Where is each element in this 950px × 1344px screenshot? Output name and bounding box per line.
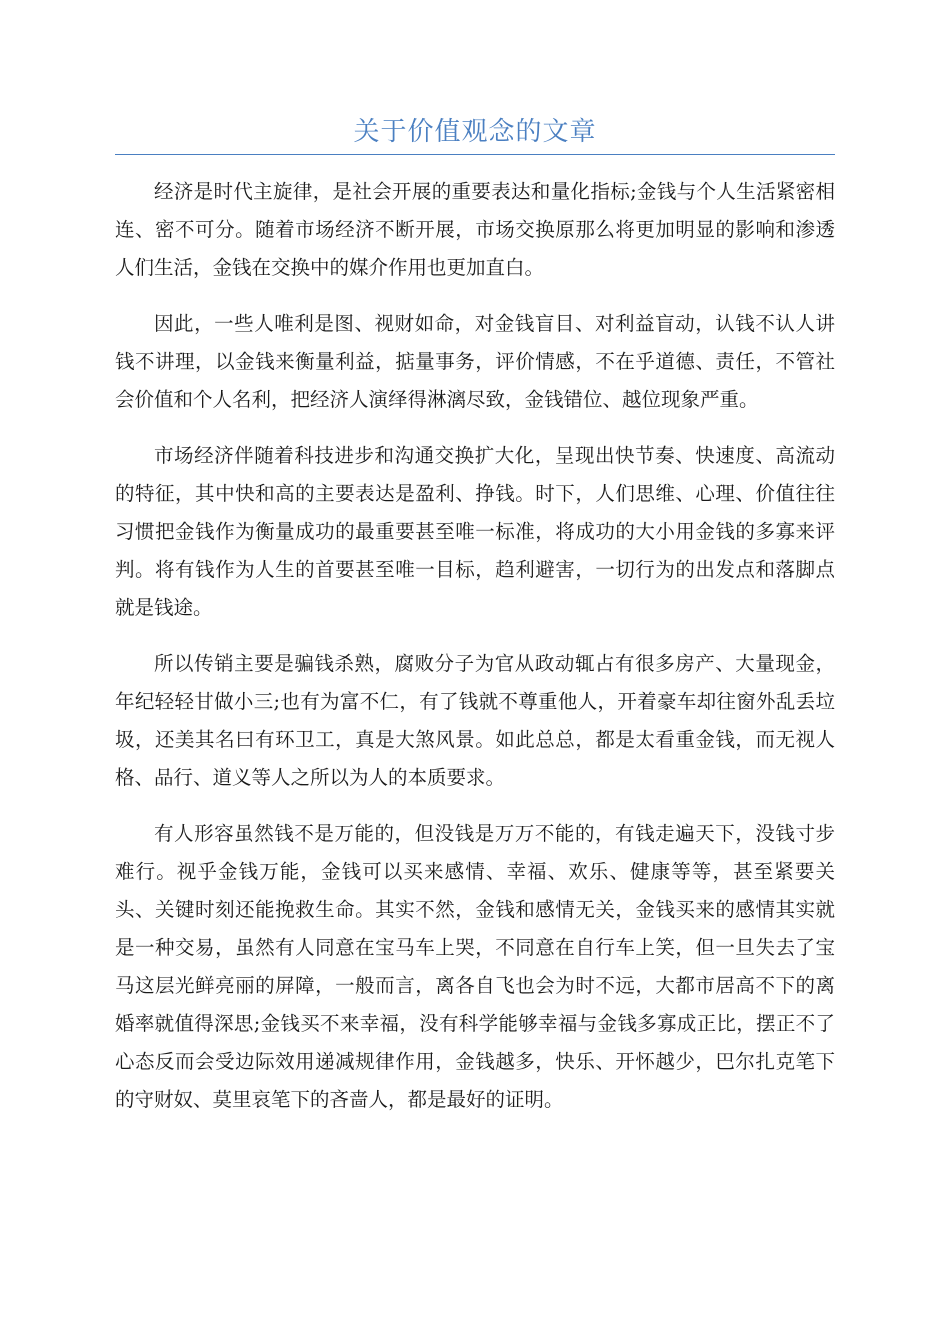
paragraph-3: 市场经济伴随着科技进步和沟通交换扩大化，呈现出快节奏、快速度、高流动的特征，其中快和高的主要表达是盈利、挣钱。时下，人们思维、心理、价值往往习惯把金钱作为衡量成功的最重要甚至唯一标准，将成功的大小用金钱的多寡来评判。将有钱作为人生的首要甚至唯一目标，趋利避害，一切行为的出发点和落脚点就是钱途。	[115, 444, 835, 619]
paragraph-5: 有人形容虽然钱不是万能的，但没钱是万万不能的，有钱走遍天下，没钱寸步难行。视乎金钱万能，金钱可以买来感情、幸福、欢乐、健康等等，甚至紧要关头、关键时刻还能挽救生命。其实不然，金钱和感情无关，金钱买来的感情其实就是一种交易，虽然有人同意在宝马车上哭，不同意在自行车上笑，但一旦失去了宝马这层光鲜亮丽的屏障，一般而言，离各自飞也会为时不远，大都市居高不下的离婚率就值得深思;金钱买不来幸福，没有科学能够幸福与金钱多寡成正比，摆正不了心态反而会受边际效用递减规律作用，金钱越多，快乐、开怀越少，巴尔扎克笔下的守财奴、莫里哀笔下的吝啬人，都是最好的证明。	[115, 822, 835, 1111]
paragraph-2: 因此，一些人唯利是图、视财如命，对金钱盲目、对利益盲动，认钱不认人讲钱不讲理，以金钱来衡量利益，掂量事务，评价情感，不在乎道德、责任，不管社会价值和个人名利，把经济人演绎得淋漓尽致，金钱错位、越位现象严重。	[115, 312, 835, 411]
document-title: 关于价值观念的文章	[353, 117, 597, 147]
document-body	[115, 173, 835, 1137]
title-underline-divider	[115, 154, 835, 155]
paragraph-4: 所以传销主要是骗钱杀熟，腐败分子为官从政动辄占有很多房产、大量现金，年纪轻轻甘做小三;也有为富不仁，有了钱就不尊重他人，开着豪车却往窗外乱丢垃圾，还美其名曰有环卫工，真是大煞风景。如此总总，都是太看重金钱，而无视人格、品行、道义等人之所以为人的本质要求。	[115, 652, 835, 789]
paragraph-1: 经济是时代主旋律，是社会开展的重要表达和量化指标;金钱与个人生活紧密相连、密不可分。随着市场经济不断开展，市场交换原那么将更加明显的影响和渗透人们生活，金钱在交换中的媒介作用也更加直白。	[115, 180, 835, 279]
